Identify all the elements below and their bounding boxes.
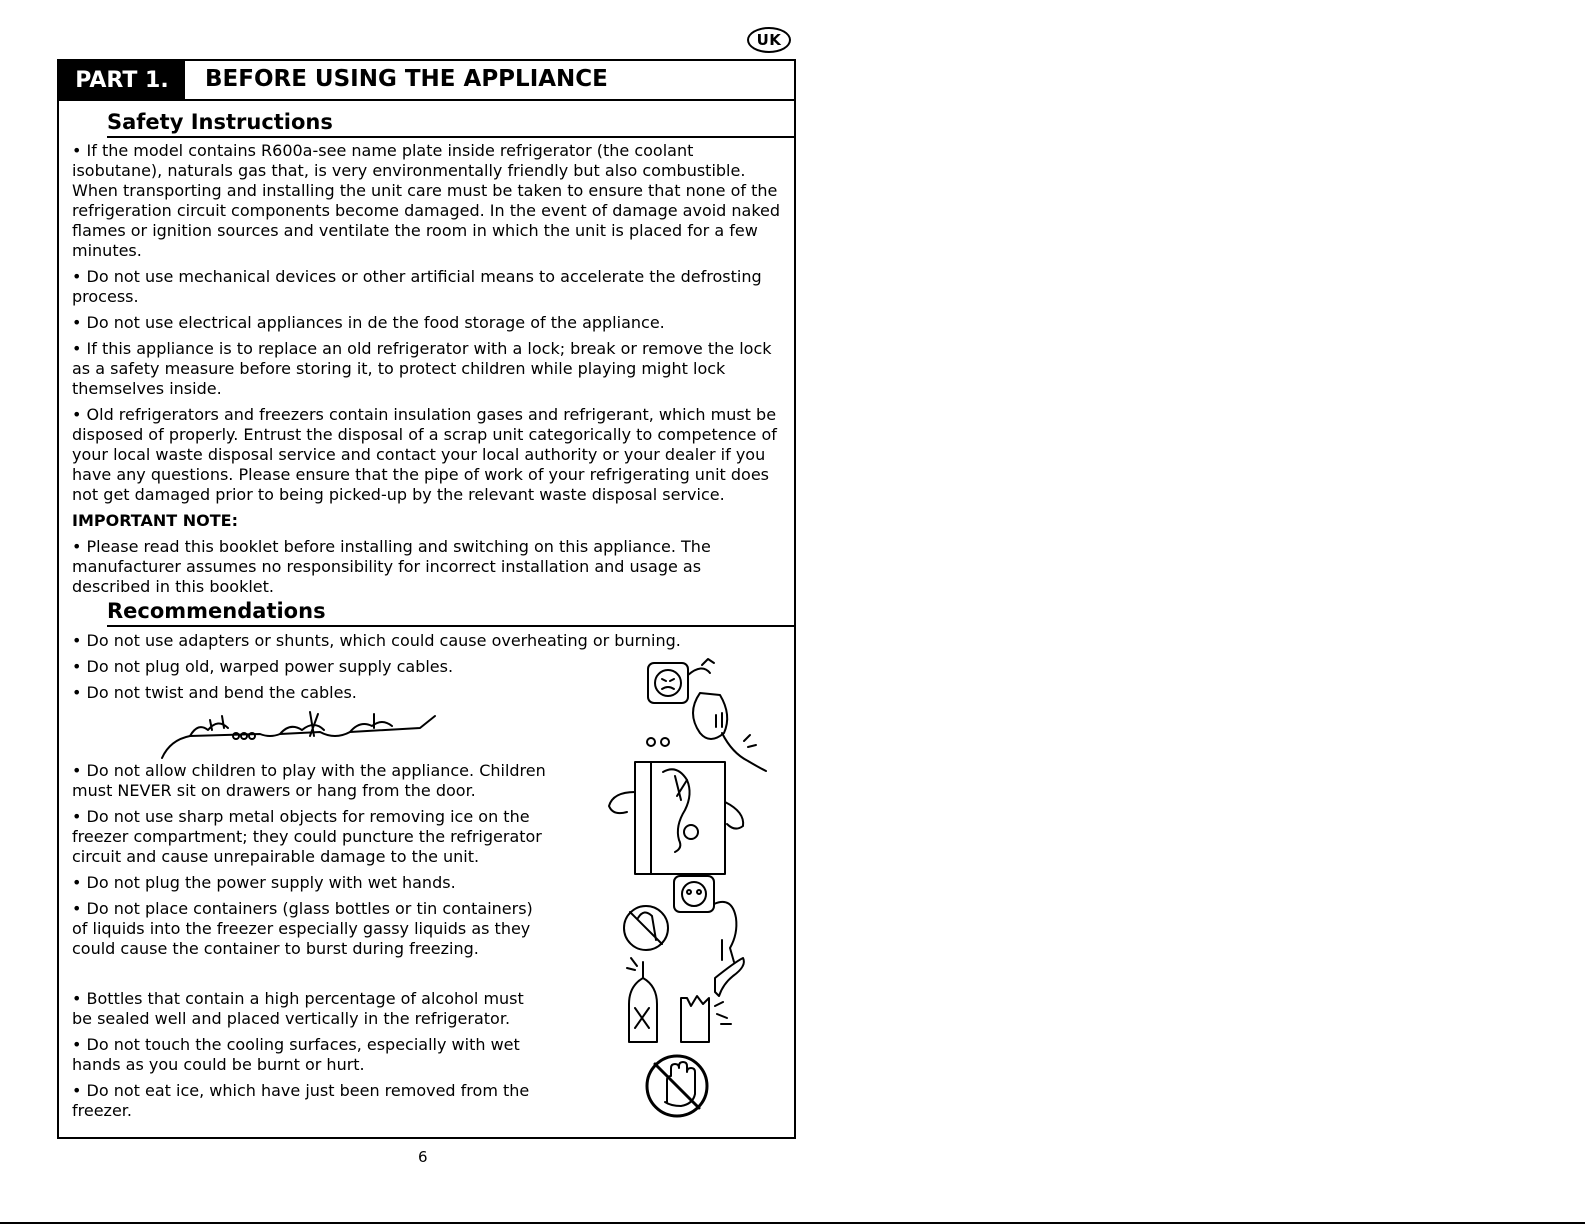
- important-note-text: • Please read this booklet before installing and switching on this appliance. The manufacturer assumes no responsibility for incorrect installation and usage as described in this booklet.: [72, 537, 711, 596]
- safety-item: • If this appliance is to replace an old refrigerator with a lock; break or remove the lock as a safety measure before storing it, to protect children while playing might lock themselves inside.: [72, 339, 772, 398]
- bursting-bottles-icon: [625, 958, 750, 1048]
- no-wet-hands-icon: [622, 870, 752, 965]
- safety-heading: Safety Instructions: [107, 109, 795, 138]
- recommendation-item: • Do not twist and bend the cables.: [72, 683, 357, 702]
- recommendation-item: • Do not allow children to play with the appliance. Children must NEVER sit on drawers or hang from the door.: [72, 761, 546, 800]
- recommendation-item: • Do not plug the power supply with wet hands.: [72, 873, 456, 892]
- language-badge: UK: [747, 27, 791, 53]
- part-title: BEFORE USING THE APPLIANCE: [205, 66, 608, 92]
- safety-item: • Do not use electrical appliances in de the food storage of the appliance.: [72, 313, 665, 332]
- bottom-rule: [0, 1222, 1585, 1224]
- recommendation-item: • Do not plug old, warped power supply cables.: [72, 657, 454, 676]
- recommendation-item: • Do not eat ice, which have just been removed from the freezer.: [72, 1081, 530, 1120]
- child-hanging-on-door-icon: [605, 732, 755, 880]
- recommendation-item: • Do not use adapters or shunts, which could cause overheating or burning.: [72, 631, 681, 650]
- recommendation-item: • Do not touch the cooling surfaces, especially with wet hands as you could be burnt or hurt.: [72, 1035, 520, 1074]
- recommendations-middle: [72, 761, 552, 965]
- safety-text: [72, 141, 782, 603]
- recommendation-item: • Bottles that contain a high percentage of alcohol must be sealed well and placed vertically in the refrigerator.: [72, 989, 524, 1028]
- safety-item: • Do not use mechanical devices or other artificial means to accelerate the defrosting process.: [72, 267, 762, 306]
- part-label: PART 1.: [59, 61, 185, 99]
- safety-item: • If the model contains R600a-see name plate inside refrigerator (the coolant isobutane), naturals gas that, is very environmentally friendly but also combustible. When transporting and installing the unit care must be taken to ensure that none of the refrigeration circuit components become damaged. In the event of damage avoid naked flames or ignition sources and ventilate the room in which the unit is placed for a few minutes.: [72, 141, 781, 260]
- recommendation-item: • Do not use sharp metal objects for removing ice on the freezer compartment; they could puncture the refrigerator circuit and cause unrepairable damage to the unit.: [72, 807, 542, 866]
- recommendations-heading: Recommendations: [107, 598, 795, 627]
- recommendation-item: • Do not place containers (glass bottles or tin containers) of liquids into the freezer especially gassy liquids as they could cause the container to burst during freezing.: [72, 899, 533, 958]
- part-header: [59, 61, 794, 101]
- no-touch-hand-icon: [643, 1052, 713, 1122]
- recommendations-bottom: [72, 989, 532, 1127]
- important-note-heading: IMPORTANT NOTE:: [72, 511, 238, 530]
- page-number: 6: [418, 1148, 428, 1166]
- safety-item: • Old refrigerators and freezers contain insulation gases and refrigerant, which must be disposed of properly. Entrust the disposal of a scrap unit categorically to competence of your local waste disposal service and contact your local authority or your dealer if you have any questions. Please ensure that the pipe of work of your refrigerating unit does not get damaged prior to being picked-up by the relevant waste disposal service.: [72, 405, 777, 504]
- twisted-cable-illustration: [160, 710, 440, 762]
